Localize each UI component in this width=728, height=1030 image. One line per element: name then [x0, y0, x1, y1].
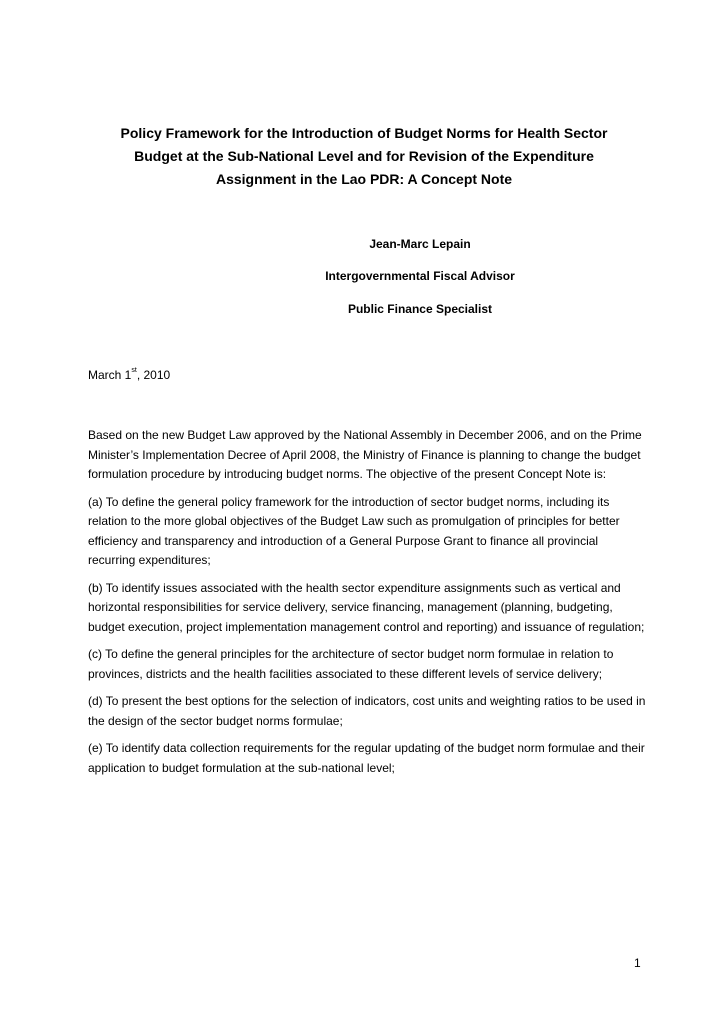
title-line: Assignment in the Lao PDR: A Concept Note: [215, 171, 513, 187]
author-role-fiscal-advisor: Intergovernmental Fiscal Advisor: [325, 269, 515, 283]
document-title: [70, 122, 658, 191]
intro-paragraph: Based on the new Budget Law approved by the National Assembly in December 2006, and on the Prime Minister’s Implementation Decree of April 2008, the Ministry of Finance is planning to change the budget formulation procedure by introducing budget norms. The objective of the present Concept Note is:: [88, 428, 642, 481]
objective-a-paragraph: (a) To define the general policy framework for the introduction of sector budget norms, including its relation to the more global objectives of the Budget Law such as promulgation of principles for better efficiency and transparency and introduction of a General Purpose Grant to finance all provincial recurring expenditures;: [88, 494, 620, 567]
document-date: [88, 367, 170, 383]
document-body: [88, 426, 648, 786]
objective-d-paragraph: (d) To present the best options for the selection of indicators, cost units and weighting ratios to be used in the design of the sector budget norms formulae;: [88, 694, 646, 728]
page-number: 1: [634, 956, 641, 970]
objective-c-paragraph: (c) To define the general principles for the architecture of sector budget norm formulae in relation to provinces, districts and the health facilities associated to these different levels of service delivery;: [88, 647, 614, 681]
objective-b-paragraph: (b) To identify issues associated with the health sector expenditure assignments such as vertical and horizontal responsibilities for service delivery, service financing, management (planning, budgeting, budget execution, project implementation management control and reporting) and issuance of regulation;: [88, 580, 645, 634]
date-year: , 2010: [136, 368, 171, 382]
author-name: Jean-Marc Lepain: [369, 237, 471, 251]
title-line: Budget at the Sub-National Level and for Revision of the Expenditure: [134, 148, 594, 164]
date-suffix: st: [131, 367, 137, 374]
date-month-day: March 1: [88, 368, 132, 382]
objective-e-paragraph: (e) To identify data collection requirements for the regular updating of the budget norm formulae and their application to budget formulation at the sub-national level;: [88, 741, 645, 775]
title-line: Policy Framework for the Introduction of Budget Norms for Health Sector: [120, 125, 608, 141]
author-role-public-finance: Public Finance Specialist: [347, 302, 493, 316]
